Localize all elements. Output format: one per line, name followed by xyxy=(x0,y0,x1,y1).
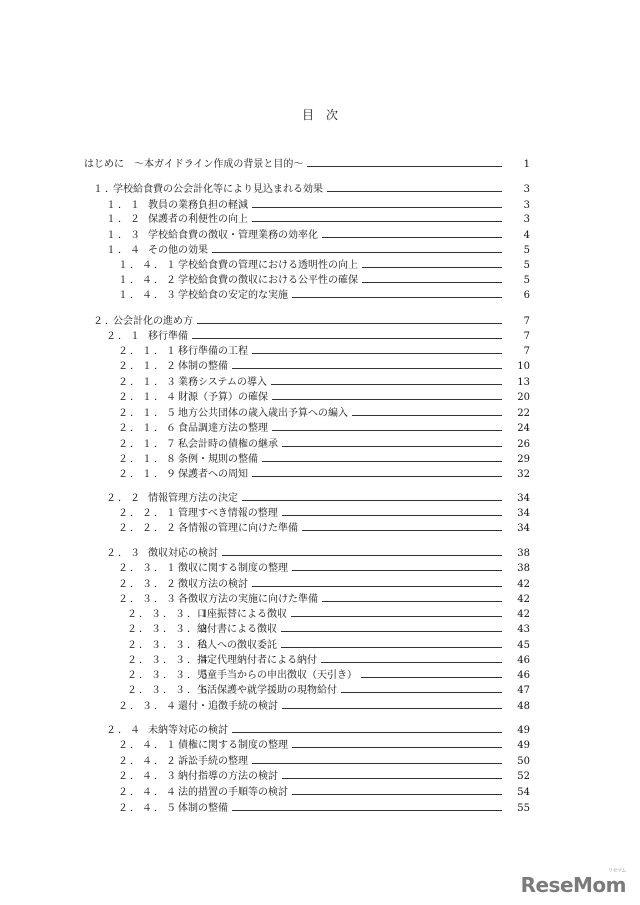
toc-page-number: 46 xyxy=(517,670,530,681)
toc-entry xyxy=(118,390,530,406)
toc-page-number: 7 xyxy=(523,346,530,357)
toc-entry xyxy=(127,638,530,654)
toc-entry xyxy=(118,437,530,453)
toc-page-number: 42 xyxy=(517,594,530,605)
toc-entry xyxy=(118,738,530,754)
toc-leader-line xyxy=(292,747,502,748)
toc-leader-line xyxy=(232,732,502,733)
toc-leader-line xyxy=(362,267,502,268)
toc-entry-number: ２．１ xyxy=(106,331,142,342)
toc-entry xyxy=(118,375,530,391)
toc-entry-number: ２．１．７ xyxy=(118,439,178,450)
toc-entry-label: 教員の業務負担の軽減 xyxy=(148,200,248,211)
toc-entry-label: 業務システムの導入 xyxy=(178,377,267,388)
toc-entry-label: 納付指導の方法の検討 xyxy=(178,771,278,782)
toc-page-number: 38 xyxy=(517,548,530,559)
toc-page-number: 42 xyxy=(517,609,530,620)
toc-entry-number: ２．３．３．５ xyxy=(127,670,211,681)
toc-entry xyxy=(127,607,530,623)
toc-entry xyxy=(106,546,530,562)
toc-leader-line xyxy=(352,415,502,416)
toc-entry-number: ２． xyxy=(93,316,117,327)
toc-page-number: 7 xyxy=(523,316,530,327)
toc-entry-label: 管理すべき情報の整理 xyxy=(178,508,278,519)
toc-entry-number: ２．１．９ xyxy=(118,469,178,480)
toc-entry xyxy=(106,212,530,228)
toc-entry-label: 還付・追徴手続の検討 xyxy=(178,701,278,712)
toc-leader-line xyxy=(307,166,502,167)
toc-entry-label: 学校給食費の管理における透明性の向上 xyxy=(178,260,358,271)
toc-leader-line xyxy=(212,252,502,253)
toc-entry-number: １．３ xyxy=(106,230,142,241)
toc-entry xyxy=(118,344,530,360)
toc-entry-number: ２．２．１ xyxy=(118,508,178,519)
toc-leader-line xyxy=(292,570,502,571)
toc-page-number: 54 xyxy=(517,787,530,798)
toc-entry xyxy=(118,421,530,437)
toc-leader-line xyxy=(291,616,502,617)
toc-page-number: 34 xyxy=(517,523,530,534)
toc-leader-line xyxy=(322,601,502,602)
toc-page-number: 45 xyxy=(517,640,530,651)
toc-leader-line xyxy=(242,500,502,501)
toc-entry-label: 財源（予算）の確保 xyxy=(178,392,268,403)
toc-entry xyxy=(118,359,530,375)
toc-leader-line xyxy=(272,399,502,400)
logo-text: ReseMom xyxy=(520,873,626,897)
toc-entry-label: 保護者の利便性の向上 xyxy=(148,214,248,225)
toc-entry-label: 地方公共団体の歳入歳出予算への編入 xyxy=(178,408,348,419)
toc-entry xyxy=(118,467,530,483)
toc-entry xyxy=(118,699,530,715)
toc-page-number: 38 xyxy=(517,563,530,574)
toc-leader-line xyxy=(222,555,502,556)
toc-page-number: 52 xyxy=(517,771,530,782)
toc-leader-line xyxy=(271,384,502,385)
toc-leader-line xyxy=(281,647,502,648)
toc-entry xyxy=(118,452,530,468)
toc-entry-label: 私人への徴収委託 xyxy=(197,640,277,651)
toc-entry-label: 法的措置の手順等の検討 xyxy=(178,787,288,798)
toc-leader-line xyxy=(282,708,502,709)
toc-entry xyxy=(118,406,530,422)
toc-entry-label: 学校給食費の公会計化等により見込まれる効果 xyxy=(113,184,323,195)
toc-entry-number: １．４．２ xyxy=(118,275,178,286)
toc-page-number: 3 xyxy=(523,214,530,225)
toc-entry-label: 学校給食費の徴収における公平性の確保 xyxy=(178,275,358,286)
toc-page-number: 3 xyxy=(523,184,530,195)
toc-page-number: 49 xyxy=(517,725,530,736)
toc-page-number: 34 xyxy=(517,508,530,519)
toc-entry-label: 条例・規則の整備 xyxy=(178,454,258,465)
toc-leader-line xyxy=(292,794,502,795)
toc-leader-line xyxy=(252,353,502,354)
toc-entry-number: ２．４．２ xyxy=(118,756,178,767)
page-title: 目 次 xyxy=(301,108,338,122)
toc-page-number: 50 xyxy=(517,756,530,767)
toc-entry-label: 生活保護や就学援助の現物給付 xyxy=(197,685,337,696)
toc-entry-number: ２．２．２ xyxy=(118,523,178,534)
toc-leader-line xyxy=(292,297,502,298)
toc-entry-label: 各情報の管理に向けた準備 xyxy=(178,523,298,534)
toc-entry xyxy=(118,273,530,289)
toc-leader-line xyxy=(232,368,502,369)
toc-entry xyxy=(118,561,530,577)
toc-entry-number: １． xyxy=(93,184,117,195)
toc-page-number: 5 xyxy=(523,275,530,286)
toc-entry-label: 食品調達方法の整理 xyxy=(178,423,268,434)
toc-page-number: 4 xyxy=(523,230,530,241)
toc-entry xyxy=(118,785,530,801)
toc-entry-label: 各徴収方法の実施に向けた準備 xyxy=(178,594,318,605)
toc-page-number: 48 xyxy=(517,701,530,712)
toc-entry-label: 指定代理納付者による納付 xyxy=(197,655,317,666)
toc-entry xyxy=(118,506,530,522)
toc-entry xyxy=(127,683,530,699)
toc-leader-line xyxy=(322,237,502,238)
toc-entry-number: ２．４．４ xyxy=(118,787,178,798)
toc-entry xyxy=(127,622,530,638)
toc-leader-line xyxy=(252,763,502,764)
toc-entry-label: 情報管理方法の決定 xyxy=(148,493,238,504)
toc-leader-line xyxy=(252,476,502,477)
toc-entry xyxy=(118,801,530,817)
toc-leader-line xyxy=(362,282,502,283)
toc-entry-number: ２．４．１ xyxy=(118,740,178,751)
toc-leader-line xyxy=(302,530,502,531)
toc-entry-label: 債権に関する制度の整理 xyxy=(178,740,288,751)
toc-leader-line xyxy=(192,338,502,339)
toc-entry xyxy=(118,258,530,274)
toc-page-number: 47 xyxy=(517,685,530,696)
toc-leader-line xyxy=(252,207,502,208)
toc-entry-number: ２．２ xyxy=(106,493,142,504)
toc-entry-number: ２．３．３．１ xyxy=(127,609,211,620)
toc-entry-label: 口座振替による徴収 xyxy=(197,609,287,620)
toc-leader-line xyxy=(252,221,502,222)
toc-entry-number: ２．１．３ xyxy=(118,377,178,388)
toc-entry-number: ２．１．２ xyxy=(118,361,178,372)
toc-entry xyxy=(118,769,530,785)
toc-entry-number: ２．１．４ xyxy=(118,392,178,403)
toc-entry-number: ２．３．１ xyxy=(118,563,178,574)
toc-entry-number: ２．１．６ xyxy=(118,423,178,434)
toc-entry-label: 徴収に関する制度の整理 xyxy=(178,563,288,574)
toc-entry-label: 保護者への周知 xyxy=(178,469,248,480)
toc-entry xyxy=(118,754,530,770)
toc-page-number: 7 xyxy=(523,331,530,342)
toc-leader-line xyxy=(282,778,502,779)
toc-entry xyxy=(106,491,530,507)
toc-entry-number: ２．１．８ xyxy=(118,454,178,465)
toc-page-number: 24 xyxy=(517,423,530,434)
toc-leader-line xyxy=(232,810,502,811)
toc-page-number: 49 xyxy=(517,740,530,751)
toc-entry xyxy=(93,314,530,330)
toc-leader-line xyxy=(341,692,502,693)
toc-leader-line xyxy=(262,461,502,462)
toc-page-number: 55 xyxy=(517,803,530,814)
toc-entry-label: 徴収方法の検討 xyxy=(178,579,248,590)
toc-leader-line xyxy=(282,446,502,447)
toc-entry-label: 訴訟手続の整理 xyxy=(178,756,248,767)
toc-leader-line xyxy=(252,586,502,587)
toc-entry xyxy=(127,668,530,684)
toc-leader-line xyxy=(197,323,502,324)
toc-entry-label: 学校給食費の徴収・管理業務の効率化 xyxy=(148,230,318,241)
toc-leader-line xyxy=(281,631,502,632)
toc-entry xyxy=(106,723,530,739)
resemom-logo xyxy=(520,868,626,897)
toc-entry-number: １．２ xyxy=(106,214,142,225)
toc-entry-label: 体制の整備 xyxy=(178,361,228,372)
toc-entry-label: 未納等対応の検討 xyxy=(148,725,228,736)
toc-entry xyxy=(106,329,530,345)
toc-entry xyxy=(118,592,530,608)
toc-entry xyxy=(127,653,530,669)
toc-entry xyxy=(118,288,530,304)
toc-page-number: 22 xyxy=(517,408,530,419)
logo-kana: リセマム xyxy=(608,868,626,874)
toc-entry-number: ２．４．５ xyxy=(118,803,178,814)
toc-entry xyxy=(106,228,530,244)
toc-page-number: 46 xyxy=(517,655,530,666)
toc-leader-line xyxy=(272,430,502,431)
toc-leader-line xyxy=(361,677,502,678)
toc-entry-number: ２．３．３．４ xyxy=(127,655,211,666)
toc-entry-number: ２．４．３ xyxy=(118,771,178,782)
toc-page-number: 20 xyxy=(517,392,530,403)
toc-page-number: 29 xyxy=(517,454,530,465)
toc-page-number: 26 xyxy=(517,439,530,450)
toc-page-number: 6 xyxy=(523,290,530,301)
toc-page-number: 32 xyxy=(517,469,530,480)
toc-entry-number: ２．３ xyxy=(106,548,142,559)
toc-entry-label: その他の効果 xyxy=(148,245,208,256)
toc-entry-label: 学校給食の安定的な実施 xyxy=(178,290,288,301)
toc-entry-number: ２．３．３．６ xyxy=(127,685,211,696)
toc-leader-line xyxy=(327,191,502,192)
toc-page-number: 1 xyxy=(523,159,530,170)
toc-entry-number: ２．３．３ xyxy=(118,594,178,605)
toc-entry-number: ２．１．１ xyxy=(118,346,178,357)
toc-entry-number: ２．４ xyxy=(106,725,142,736)
toc-entry xyxy=(106,243,530,259)
toc-leader-line xyxy=(321,662,502,663)
toc-page-number: 13 xyxy=(517,377,530,388)
toc-page-number: 34 xyxy=(517,493,530,504)
toc-entry-number: １．１ xyxy=(106,200,142,211)
toc-entry-label: 私会計時の債権の継承 xyxy=(178,439,278,450)
toc-entry-label: 公会計化の進め方 xyxy=(113,316,193,327)
toc-entry-number: ２．３．４ xyxy=(118,701,178,712)
toc-entry-label: 納付書による徴収 xyxy=(197,624,277,635)
toc-page-number: 10 xyxy=(517,361,530,372)
toc-page-number: 43 xyxy=(517,624,530,635)
toc-entry-number: ２．３．３．３ xyxy=(127,640,211,651)
toc-entry-number: １．４．１ xyxy=(118,260,178,271)
toc-entry-label: 体制の整備 xyxy=(178,803,228,814)
toc-entry-number: ２．３．２ xyxy=(118,579,178,590)
toc-entry-label: 移行準備 xyxy=(148,331,188,342)
toc-entry-number: １．４．３ xyxy=(118,290,178,301)
toc-page-number: 42 xyxy=(517,579,530,590)
toc-leader-line xyxy=(282,515,502,516)
toc-entry xyxy=(93,182,530,198)
toc-entry xyxy=(118,521,530,537)
toc-entry-number: ２．１．５ xyxy=(118,408,178,419)
toc-entry-label: 徴収対応の検討 xyxy=(148,548,218,559)
toc-entry xyxy=(118,577,530,593)
toc-page-number: 3 xyxy=(523,200,530,211)
toc-page-number: 5 xyxy=(523,260,530,271)
toc-entry-number: １．４ xyxy=(106,245,142,256)
toc-entry-label: 移行準備の工程 xyxy=(178,346,248,357)
toc-entry-number: ２．３．３．２ xyxy=(127,624,211,635)
toc-page-number: 5 xyxy=(523,245,530,256)
toc-entry-label: 児童手当からの申出徴収（天引き） xyxy=(197,670,357,681)
toc-entry xyxy=(84,157,530,173)
toc-entry-label: はじめに ～本ガイドライン作成の背景と目的～ xyxy=(84,159,304,170)
